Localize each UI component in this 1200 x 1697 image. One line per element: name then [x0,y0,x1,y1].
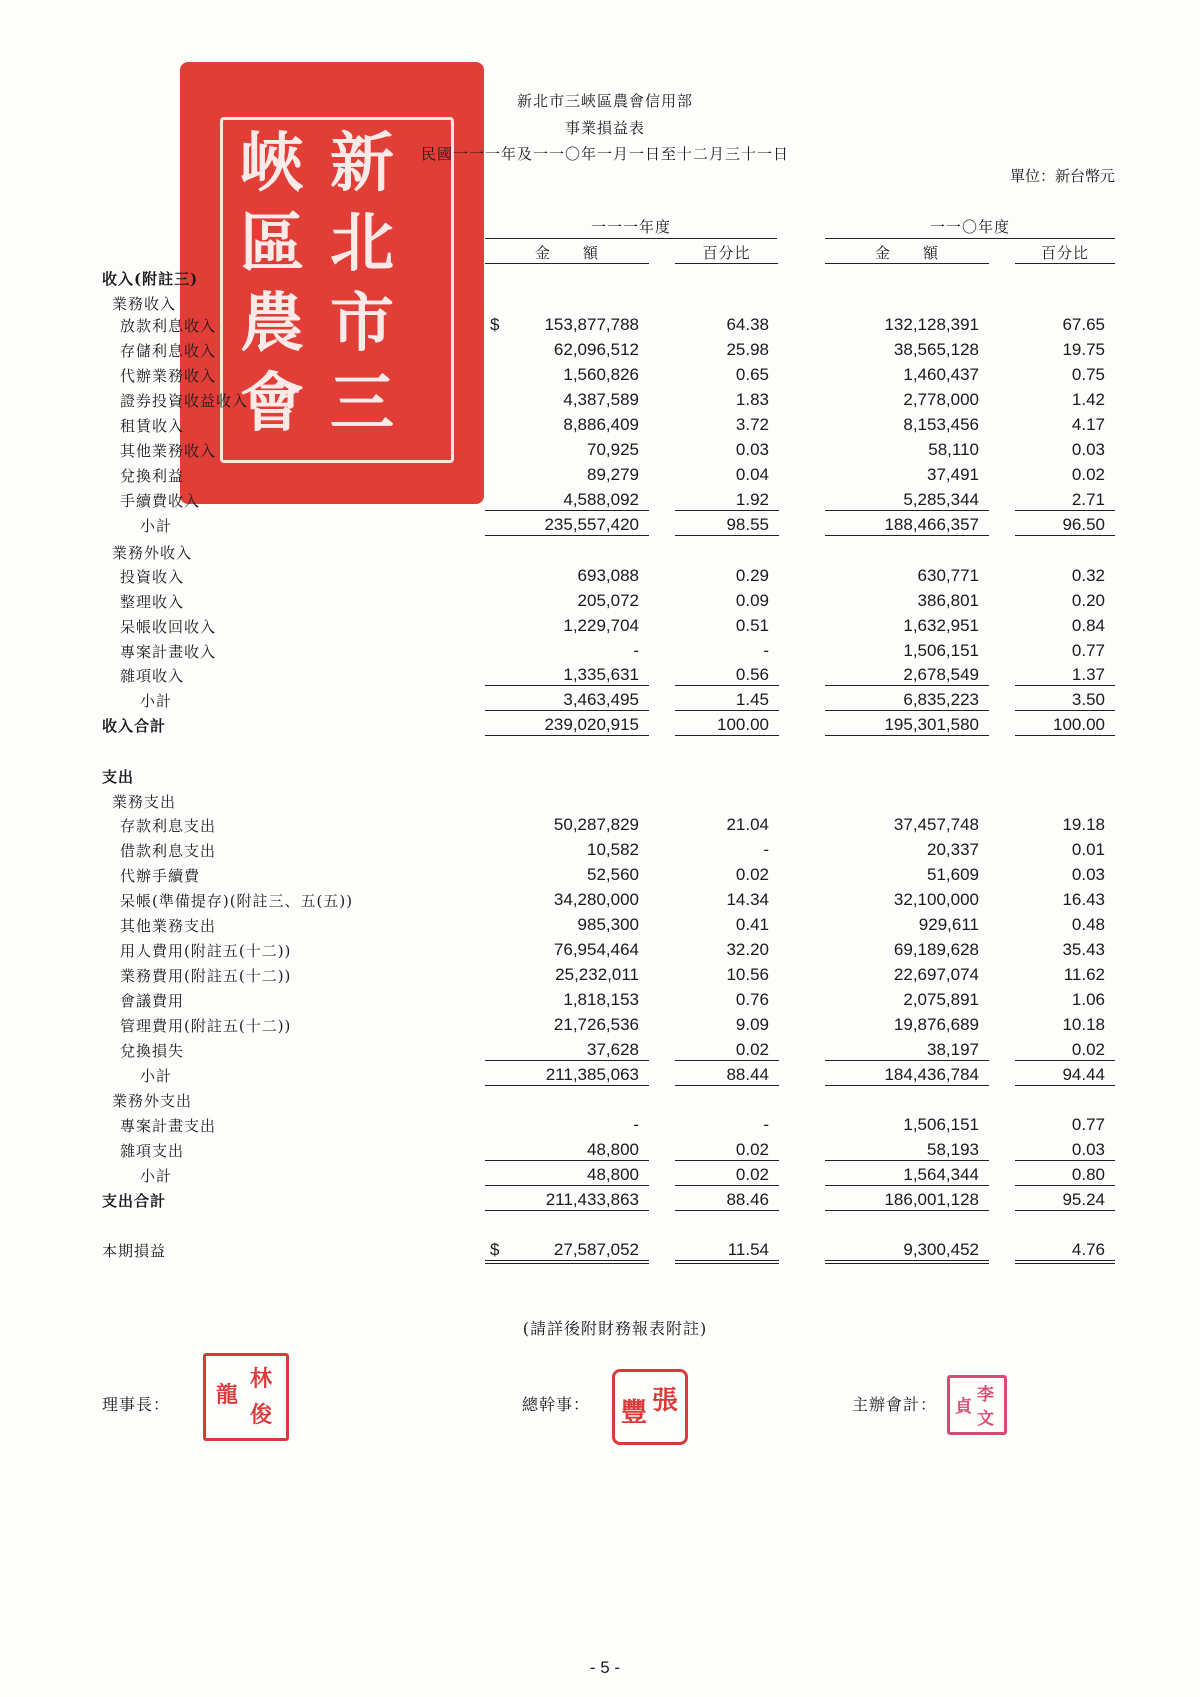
cell-amount-111: 211,433,863 [485,1190,649,1211]
cell-amount-110: 186,001,128 [825,1190,989,1211]
cell-amount-111: 4,588,092 [485,490,649,511]
cell-percent-110: 0.77 [1071,641,1105,660]
cell-percent-111: 0.65 [735,365,769,384]
row-label: 收入(附註三) [102,270,199,288]
cell-amount-110: 1,506,151 [903,641,979,660]
currency-symbol: $ [490,315,500,334]
report-period: 民國一一一年及一一〇年一月一日至十二月三十一日 [420,145,789,163]
org-name: 新北市三峽區農會信用部 [516,92,693,110]
row-label: 代辦手續費 [120,867,201,885]
table-row [0,1040,1200,1065]
table-row [0,865,1200,890]
seal-glyph: 俊 [250,1402,273,1428]
row-label: 投資收入 [120,568,185,586]
cell-percent-111: 1.92 [675,490,779,511]
report-title: 事業損益表 [564,119,645,137]
cell-amount-111: 76,954,464 [553,940,639,959]
table-row [0,465,1200,490]
row-label: 其他業務支出 [120,917,217,935]
cell-percent-110: 0.02 [1015,1040,1115,1061]
table-row [0,515,1200,540]
table-row [0,690,1200,715]
cell-amount-110: 630,771 [917,566,979,585]
table-row [0,1090,1200,1115]
row-label: 借款利息支出 [120,842,217,860]
cell-amount-111: 8,886,409 [563,415,639,434]
general-manager-seal [612,1369,688,1445]
col-year-111: 一一一年度 [590,218,671,236]
cell-amount-111: 239,020,915 [485,715,649,736]
row-label: 呆帳(準備提存)(附註三、五(五)) [120,892,354,910]
cell-percent-110: 0.03 [1071,865,1105,884]
chairman-label: 理事長： [102,1395,171,1414]
row-label: 小計 [140,517,173,535]
cell-percent-110: 3.50 [1015,690,1115,711]
cell-percent-111: 0.04 [735,465,769,484]
cell-amount-110: 20,337 [927,840,979,859]
table-row [0,1065,1200,1090]
row-label: 代辦業務收入 [120,367,217,385]
cell-percent-111: 14.34 [726,890,769,909]
seal-glyph: 貞 [955,1397,972,1417]
col-percent-110: 百分比 [1040,244,1089,262]
cell-amount-111: 52,560 [587,865,639,884]
cell-amount-111: 153,877,788 [544,315,639,334]
row-label: 其他業務收入 [120,442,217,460]
table-row [0,940,1200,965]
cell-percent-110: 94.44 [1015,1065,1115,1086]
cell-amount-110: 37,491 [927,465,979,484]
cell-percent-111: 0.41 [735,915,769,934]
row-label: 本期損益 [102,1242,167,1260]
cell-amount-111: 48,800 [485,1165,649,1186]
seal-glyph: 龍 [216,1382,239,1408]
cell-amount-111: 211,385,063 [485,1065,649,1086]
row-label: 專案計畫支出 [120,1117,217,1135]
seal-glyph: 北 [330,206,394,281]
cell-percent-111: 64.38 [726,315,769,334]
accountant-label: 主辦會計： [852,1395,938,1414]
seal-glyph: 張 [652,1386,679,1416]
cell-amount-110: 32,100,000 [893,890,979,909]
cell-percent-111: 0.02 [675,1140,779,1161]
cell-amount-110: 37,457,748 [893,815,979,834]
cell-amount-110: 184,436,784 [825,1065,989,1086]
cell-amount-111: - [633,641,639,660]
cell-percent-111: 0.02 [675,1040,779,1061]
cell-amount-110: 22,697,074 [893,965,979,984]
cell-percent-111: 0.56 [675,665,779,686]
cell-amount-110: 386,801 [917,591,979,610]
row-label: 業務支出 [112,793,177,811]
cell-amount-111: 10,582 [587,840,639,859]
col-amount-111: 金 額 [534,244,599,262]
table-row [0,665,1200,690]
cell-amount-110: 8,153,456 [903,415,979,434]
cell-amount-110: 1,632,951 [903,616,979,635]
row-label: 業務費用(附註五(十二)) [120,967,292,985]
table-row [0,268,1200,293]
col-percent-111: 百分比 [702,244,751,262]
cell-percent-111: - [763,641,769,660]
cell-percent-110: 2.71 [1015,490,1115,511]
cell-amount-111: 70,925 [587,440,639,459]
row-label: 支出 [102,768,135,786]
table-row [0,1015,1200,1040]
cell-amount-110: 929,611 [918,915,979,934]
cell-amount-110: 6,835,223 [825,690,989,711]
cell-percent-110: 4.76 [1015,1240,1115,1264]
cell-amount-110: 19,876,689 [893,1015,979,1034]
row-label: 手續費收入 [120,492,201,510]
cell-percent-111: 9.09 [735,1015,769,1034]
table-row [0,315,1200,340]
cell-amount-110: 1,564,344 [825,1165,989,1186]
row-label: 管理費用(附註五(十二)) [120,1017,292,1035]
row-label: 證券投資收益收入 [120,392,249,410]
row-label: 會議費用 [120,992,185,1010]
seal-glyph: 豐 [621,1398,648,1428]
cell-percent-111: 1.83 [735,390,769,409]
table-row [0,1115,1200,1140]
header-rule [825,238,1115,239]
cell-percent-111: 100.00 [675,715,779,736]
table-row [0,340,1200,365]
cell-amount-111: 48,800 [485,1140,649,1161]
cell-amount-111: 1,229,704 [563,616,639,635]
cell-percent-110: 35.43 [1062,940,1105,959]
cell-amount-111: 25,232,011 [555,965,639,984]
table-row [0,890,1200,915]
cell-percent-110: 0.77 [1071,1115,1105,1134]
cell-percent-110: 0.01 [1071,840,1105,859]
cell-amount-110: 2,075,891 [903,990,979,1009]
table-row [0,641,1200,666]
header-rule [825,263,989,264]
row-label: 兌換損失 [120,1042,185,1060]
table-row [0,815,1200,840]
cell-percent-111: 0.76 [735,990,769,1009]
cell-percent-110: 10.18 [1062,1015,1105,1034]
general-manager-label: 總幹事： [522,1395,591,1414]
row-label: 整理收入 [120,593,185,611]
cell-percent-110: 19.75 [1062,340,1105,359]
notes-reference: (請詳後附財務報表附註) [522,1319,708,1338]
table-row [0,440,1200,465]
cell-amount-110: 2,778,000 [903,390,979,409]
table-row [0,840,1200,865]
cell-percent-110: 0.02 [1071,465,1105,484]
table-row [0,616,1200,641]
cell-amount-111: 1,335,631 [485,665,649,686]
seal-glyph: 峽 [240,126,304,201]
header-rule [485,238,777,239]
table-row [0,1240,1200,1265]
row-label: 小計 [140,692,173,710]
row-label: 租賃收入 [120,417,185,435]
cell-amount-111: 1,818,153 [563,990,639,1009]
cell-percent-111: 1.45 [675,690,779,711]
table-row [0,1190,1200,1215]
cell-amount-110: 38,197 [825,1040,989,1061]
table-row [0,1165,1200,1190]
row-label: 存儲利息收入 [120,342,217,360]
cell-amount-111: 62,096,512 [553,340,639,359]
cell-amount-110: 5,285,344 [825,490,989,511]
table-row [0,490,1200,515]
cell-amount-111: 205,072 [577,591,639,610]
table-row [0,566,1200,591]
cell-percent-111: 98.55 [675,515,779,536]
cell-percent-111: 0.02 [675,1165,779,1186]
cell-amount-111: - [633,1115,639,1134]
table-row [0,915,1200,940]
row-label: 雜項支出 [120,1142,185,1160]
row-label: 業務外支出 [112,1092,193,1110]
row-label: 兌換利益 [120,467,185,485]
cell-amount-110: 1,460,437 [903,365,979,384]
cell-percent-110: 67.65 [1062,315,1105,334]
cell-amount-110: 188,466,357 [825,515,989,536]
cell-percent-111: 25.98 [726,340,769,359]
seal-glyph: 新 [330,126,394,201]
cell-percent-110: 0.75 [1071,365,1105,384]
cell-percent-111: 0.29 [735,566,769,585]
cell-percent-111: 88.46 [675,1190,779,1211]
table-row [0,365,1200,390]
table-row [0,591,1200,616]
table-row [0,715,1200,740]
row-label: 雜項收入 [120,667,185,685]
row-label: 業務收入 [112,295,177,313]
cell-amount-111: 985,300 [577,915,639,934]
cell-amount-111: 21,726,536 [553,1015,639,1034]
cell-percent-110: 19.18 [1062,815,1105,834]
seal-glyph: 三 [330,366,394,441]
cell-amount-110: 195,301,580 [825,715,989,736]
table-row [0,1140,1200,1165]
table-row [0,766,1200,791]
table-row [0,415,1200,440]
cell-percent-110: 0.32 [1071,566,1105,585]
row-label: 用人費用(附註五(十二)) [120,942,292,960]
cell-amount-110: 132,128,391 [884,315,979,334]
cell-amount-111: 3,463,495 [485,690,649,711]
cell-amount-110: 1,506,151 [903,1115,979,1134]
cell-percent-111: 0.51 [735,616,769,635]
cell-amount-110: 38,565,128 [893,340,979,359]
cell-percent-110: 96.50 [1015,515,1115,536]
cell-amount-111: 37,628 [485,1040,649,1061]
cell-percent-110: 16.43 [1062,890,1105,909]
cell-percent-110: 1.42 [1071,390,1105,409]
table-row [0,542,1200,567]
cell-amount-110: 2,678,549 [825,665,989,686]
seal-glyph: 林 [250,1366,273,1392]
cell-percent-111: 0.02 [735,865,769,884]
header-rule [675,263,778,264]
cell-percent-110: 0.84 [1071,616,1105,635]
row-label: 專案計畫收入 [120,643,217,661]
table-row [0,990,1200,1015]
page-number: - 5 - [589,1658,621,1677]
cell-amount-110: 51,609 [927,865,979,884]
cell-amount-111: 4,387,589 [563,390,639,409]
table-row [0,390,1200,415]
cell-percent-110: 1.37 [1015,665,1115,686]
row-label: 放款利息收入 [120,317,217,335]
cell-amount-111: 235,557,420 [485,515,649,536]
cell-amount-111: 27,587,052 [485,1240,649,1264]
row-label: 小計 [140,1167,173,1185]
cell-amount-111: 89,279 [587,465,639,484]
cell-percent-110: 100.00 [1015,715,1115,736]
cell-percent-110: 0.03 [1071,440,1105,459]
cell-percent-111: 10.56 [726,965,769,984]
cell-percent-111: - [763,1115,769,1134]
row-label: 存款利息支出 [120,817,217,835]
table-row [0,965,1200,990]
cell-amount-110: 58,193 [825,1140,989,1161]
cell-percent-111: 11.54 [675,1240,779,1264]
cell-percent-111: 21.04 [726,815,769,834]
seal-glyph: 李 [977,1385,994,1405]
table-row [0,791,1200,816]
cell-percent-110: 95.24 [1015,1190,1115,1211]
row-label: 支出合計 [102,1192,167,1210]
cell-percent-111: 0.03 [735,440,769,459]
cell-percent-110: 4.17 [1071,415,1105,434]
cell-amount-111: 34,280,000 [553,890,639,909]
cell-percent-110: 0.20 [1071,591,1105,610]
cell-percent-111: 3.72 [735,415,769,434]
cell-amount-110: 58,110 [928,440,979,459]
cell-amount-110: 69,189,628 [893,940,979,959]
seal-glyph: 會 [240,366,304,441]
seal-glyph: 文 [977,1409,994,1429]
cell-percent-110: 0.80 [1015,1165,1115,1186]
cell-percent-110: 0.48 [1071,915,1105,934]
header-rule [1015,263,1115,264]
cell-percent-111: 88.44 [675,1065,779,1086]
cell-percent-111: - [763,840,769,859]
cell-percent-110: 1.06 [1071,990,1105,1009]
col-amount-110: 金 額 [874,244,939,262]
cell-amount-111: 1,560,826 [563,365,639,384]
row-label: 收入合計 [102,717,167,735]
currency-unit: 單位：新台幣元 [1009,167,1115,185]
chairman-seal [203,1353,289,1441]
cell-amount-110: 9,300,452 [825,1240,989,1264]
cell-amount-111: 50,287,829 [553,815,639,834]
cell-percent-110: 0.03 [1015,1140,1115,1161]
row-label: 小計 [140,1067,173,1085]
cell-percent-111: 32.20 [726,940,769,959]
cell-amount-111: 693,088 [577,566,639,585]
row-label: 業務外收入 [112,544,193,562]
cell-percent-110: 11.62 [1063,965,1105,984]
seal-glyph: 市 [330,286,394,361]
cell-percent-111: 0.09 [735,591,769,610]
seal-glyph: 區 [240,206,304,281]
header-rule [485,263,649,264]
col-year-110: 一一〇年度 [929,218,1010,236]
accountant-seal [947,1375,1007,1435]
currency-symbol: $ [490,1240,500,1259]
row-label: 呆帳收回收入 [120,618,217,636]
seal-glyph: 農 [240,286,304,361]
